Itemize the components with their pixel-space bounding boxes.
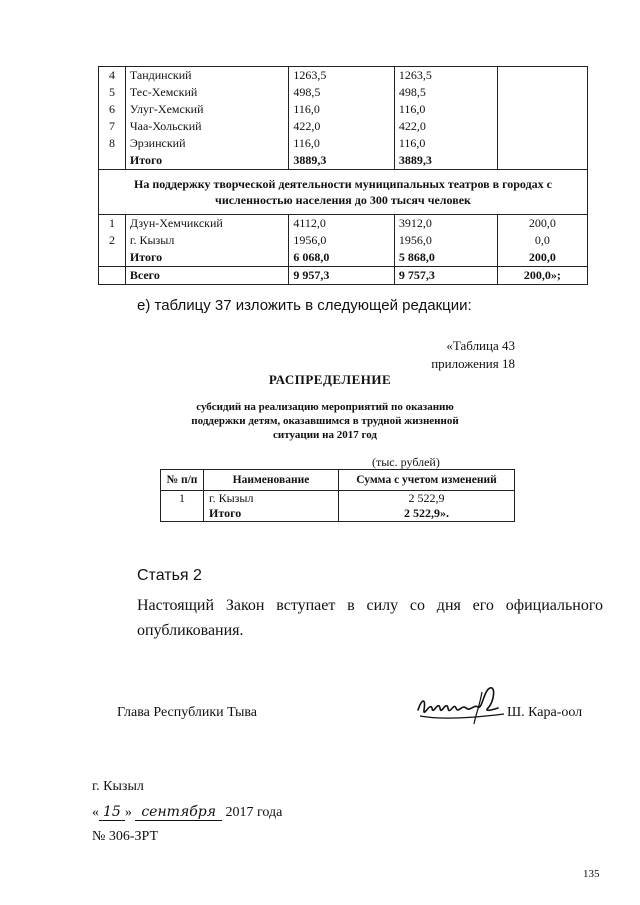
district-name: г. Кызыл <box>129 233 175 247</box>
amount-cell: 3912,0 <box>398 216 432 230</box>
district-name: Чаа-Хольский <box>129 119 202 133</box>
distribution-subtitle <box>160 400 490 442</box>
amount-cell: 116,0 <box>293 136 320 150</box>
date-month: сентября <box>135 804 222 821</box>
district-name: Дзун-Хемчикский <box>129 216 223 230</box>
total-label: Итого <box>129 250 163 264</box>
table-caption-line: «Таблица 43 <box>446 338 515 353</box>
amount-cell: 4112,0 <box>293 216 326 230</box>
article-text <box>137 593 603 643</box>
district-name: Тандинский <box>129 68 192 82</box>
amount-cell: 1263,5 <box>398 68 432 82</box>
total-label: Итого <box>129 153 163 167</box>
subsidy-table-top <box>98 66 588 285</box>
signing-date <box>92 804 282 821</box>
recipient-name: г. Кызыл <box>209 491 254 505</box>
city: г. Кызыл <box>92 779 144 794</box>
total-amount: 3889,3 <box>293 153 327 167</box>
total-amount: 5 868,0 <box>398 250 435 264</box>
date-year: 2017 года <box>225 805 283 820</box>
article-text-line: опубликования. <box>137 622 244 639</box>
amount-cell: 1956,0 <box>293 233 327 247</box>
table-row <box>99 215 588 267</box>
grand-total-amount: 9 757,3 <box>394 267 497 285</box>
distribution-table <box>160 469 515 522</box>
total-amount: 200,0 <box>528 250 556 264</box>
page-number: 135 <box>583 868 600 880</box>
amendment-intro: е) таблицу 37 изложить в следующей редакции: <box>137 297 472 314</box>
table-caption <box>420 337 515 373</box>
date-day: 15 <box>99 804 125 821</box>
quote-close: » <box>124 805 132 820</box>
amount-cell: 422,0 <box>398 119 426 133</box>
signatory-name: Ш. Кара-оол <box>507 705 583 720</box>
row-number: 2 <box>108 233 115 247</box>
amount-cell: 116,0 <box>398 136 426 150</box>
district-name: Улуг-Хемский <box>129 102 204 116</box>
total-amount: 2 522,9». <box>404 506 449 520</box>
document-number: № 306-ЗРТ <box>92 829 159 844</box>
amount-cell: 498,5 <box>293 85 321 99</box>
unit-label: (тыс. рублей) <box>372 455 440 469</box>
total-amount: 6 068,0 <box>293 250 330 264</box>
table-row <box>161 491 515 522</box>
row-number: 6 <box>108 102 115 116</box>
subtitle-line: субсидий на реализацию мероприятий по оказанию <box>196 401 454 413</box>
table-row <box>99 67 588 170</box>
district-name: Тес-Хемский <box>129 85 198 99</box>
header-num: № п/п <box>161 470 204 491</box>
table-caption-line: приложения 18 <box>431 356 515 371</box>
subtitle-line: поддержки детям, оказавшимся в трудной жизненной <box>191 415 459 427</box>
grand-total-amount: 9 957,3 <box>289 267 395 285</box>
signatory-title: Глава Республики Тыва <box>117 705 258 720</box>
row-number: 7 <box>108 119 115 133</box>
amount-cell: 200,0 <box>528 216 556 230</box>
section-heading: На поддержку творческой деятельности муниципальных театров в городах с численностью населения до 300 тысяч человек <box>99 170 588 215</box>
handwritten-signature <box>412 680 512 730</box>
subtitle-line: ситуации на 2017 год <box>273 429 377 441</box>
quote-open: « <box>92 805 99 820</box>
grand-total-amount: 200,0»; <box>497 267 587 285</box>
grand-total-label: Всего <box>125 267 288 285</box>
row-number: 5 <box>108 85 115 99</box>
amount-cell: 116,0 <box>293 102 320 116</box>
section-heading-row <box>99 170 588 215</box>
article-text-line: Настоящий Закон вступает в силу со дня его официального <box>137 597 603 614</box>
amount-cell: 0,0 <box>534 233 550 247</box>
amount-cell: 1956,0 <box>398 233 432 247</box>
header-sum: Сумма с учетом изменений <box>339 470 515 491</box>
distribution-title: РАСПРЕДЕЛЕНИЕ <box>268 372 392 387</box>
row-number: 1 <box>179 491 185 505</box>
row-number: 8 <box>108 136 115 150</box>
table-header-row <box>161 470 515 491</box>
amount-cell: 422,0 <box>293 119 321 133</box>
article-heading: Статья 2 <box>137 567 202 584</box>
amount-cell: 116,0 <box>398 102 426 116</box>
grand-total-row <box>99 267 588 285</box>
row-number: 4 <box>108 68 115 82</box>
amount-cell: 2 522,9 <box>408 491 445 505</box>
amount-cell: 498,5 <box>398 85 426 99</box>
total-label: Итого <box>209 506 242 520</box>
district-name: Эрзинский <box>129 136 186 150</box>
row-number: 1 <box>108 216 115 230</box>
total-amount: 3889,3 <box>398 153 432 167</box>
header-name: Наименование <box>204 470 339 491</box>
amount-cell: 1263,5 <box>293 68 327 82</box>
